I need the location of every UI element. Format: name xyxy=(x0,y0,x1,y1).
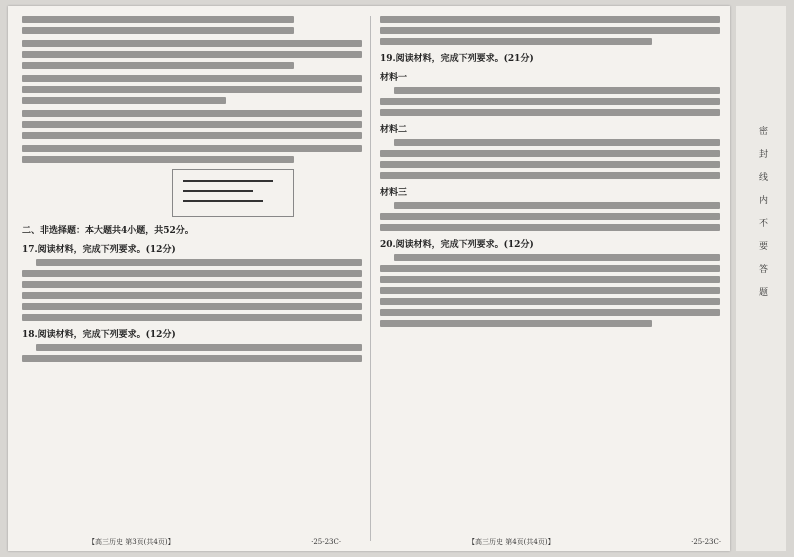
q20-heading: 20.阅读材料，完成下列要求。(12分) xyxy=(380,240,534,250)
material-1: 材料一 xyxy=(380,73,408,83)
seal-strip xyxy=(736,6,786,551)
timeline-figure xyxy=(172,169,294,217)
q19-heading: 19.阅读材料，完成下列要求。(21分) xyxy=(380,54,534,64)
material-2: 材料二 xyxy=(380,125,408,135)
seal-notice: 密封线内不要答题 xyxy=(757,126,767,310)
exam-sheet xyxy=(8,6,730,551)
q18-heading: 18.阅读材料，完成下列要求。(12分) xyxy=(22,330,176,340)
column-divider xyxy=(370,16,371,541)
footer-right: 【高三历史 第4页(共4页)】 ·25-23C· xyxy=(468,538,722,546)
footer-left: 【高三历史 第3页(共4页)】 ·25-23C· xyxy=(88,538,342,546)
q17-heading: 17.阅读材料，完成下列要求。(12分) xyxy=(22,245,176,255)
section-heading: 二、非选择题：本大题共4小题，共52分。 xyxy=(22,226,194,236)
left-column xyxy=(22,16,362,541)
material-3: 材料三 xyxy=(380,188,408,198)
right-column xyxy=(380,16,720,541)
